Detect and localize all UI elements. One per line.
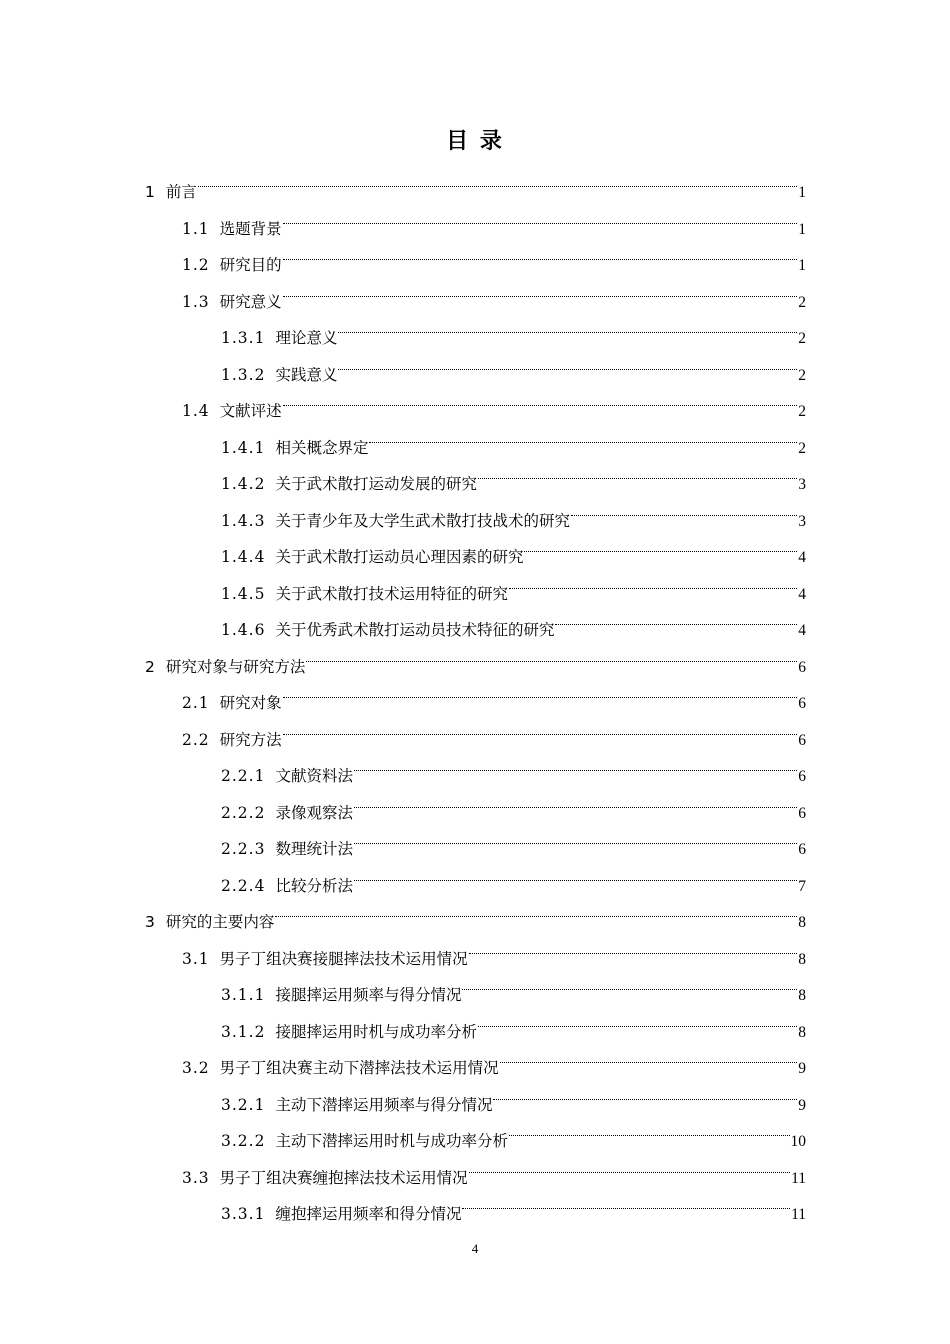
dot-leader <box>283 380 798 416</box>
toc-entry-label: 关于武术散打运动发展的研究 <box>275 475 477 493</box>
toc-entry-number: 3.1.2 <box>221 1023 266 1041</box>
toc-entry-number: 1.3.2 <box>221 366 266 384</box>
toc-entry-page: 9 <box>798 1097 806 1114</box>
toc-entry-number: 2.2.4 <box>221 877 266 895</box>
toc-entry[interactable] <box>182 271 806 311</box>
toc-entry-number: 1.1 <box>182 220 210 238</box>
toc-entry-number: 2.1 <box>182 694 210 712</box>
toc-entry-label: 数理统计法 <box>275 840 353 858</box>
toc-entry-number: 1.3 <box>182 293 210 311</box>
toc-entry-number: 2.2 <box>182 731 210 749</box>
toc-entry-number: 2 <box>145 658 156 676</box>
toc-entry[interactable] <box>182 1147 806 1187</box>
dot-leader <box>524 526 797 562</box>
toc-entry-label: 接腿摔运用时机与成功率分析 <box>275 1023 477 1041</box>
dot-leader <box>478 453 797 489</box>
toc-entry-number: 1.4.4 <box>221 548 266 566</box>
toc-entry-label: 主动下潜摔运用时机与成功率分析 <box>275 1132 508 1150</box>
toc-entry-page: 6 <box>798 695 806 712</box>
toc-entry-page: 6 <box>798 841 806 858</box>
toc-entry-number: 1.4.1 <box>221 439 266 457</box>
toc-entry-page: 3 <box>798 476 806 493</box>
toc-entry-label: 研究目的 <box>219 256 282 274</box>
dot-leader <box>354 855 797 891</box>
toc-entry-page: 8 <box>798 951 806 968</box>
toc-entry[interactable] <box>182 672 806 712</box>
dot-leader <box>283 709 798 745</box>
toc-entry[interactable] <box>145 891 806 931</box>
toc-entry-number: 3 <box>145 913 156 931</box>
toc-entry-number: 1.3.1 <box>221 329 266 347</box>
toc-entry-page: 2 <box>798 440 806 457</box>
toc-entry-label: 关于武术散打运动员心理因素的研究 <box>275 548 524 566</box>
toc-entry-page: 2 <box>798 403 806 420</box>
dot-leader <box>354 782 797 818</box>
toc-entry-label: 理论意义 <box>275 329 338 347</box>
dot-leader <box>338 307 797 343</box>
toc-entry[interactable] <box>221 344 806 384</box>
toc-entry-label: 研究的主要内容 <box>165 913 275 931</box>
dot-leader <box>555 599 797 635</box>
toc-entry-number: 1 <box>145 183 156 201</box>
toc-entry[interactable] <box>182 928 806 968</box>
toc-entry-number: 1.2 <box>182 256 210 274</box>
toc-entry-page: 9 <box>798 1060 806 1077</box>
toc-entry-label: 研究对象与研究方法 <box>165 658 306 676</box>
dot-leader <box>283 198 798 234</box>
toc-entry-page: 4 <box>798 622 806 639</box>
toc-entry[interactable] <box>221 1074 806 1114</box>
toc-entry[interactable] <box>221 490 806 530</box>
toc-entry-label: 录像观察法 <box>275 804 353 822</box>
toc-entry-page: 8 <box>798 1024 806 1041</box>
dot-leader <box>283 271 798 307</box>
toc-entry[interactable] <box>221 599 806 639</box>
toc-entry-number: 3.1.1 <box>221 986 266 1004</box>
toc-entry-page: 10 <box>790 1133 806 1150</box>
toc-entry-label: 研究意义 <box>219 293 282 311</box>
toc-entry-page: 1 <box>798 221 806 238</box>
page-number: 4 <box>471 1241 479 1256</box>
toc-entry[interactable] <box>221 1001 806 1041</box>
dot-leader <box>469 1147 790 1183</box>
toc-entry-page: 3 <box>798 513 806 530</box>
toc-entry-page: 6 <box>798 659 806 676</box>
toc-entry[interactable] <box>145 161 806 201</box>
dot-leader <box>462 964 797 1000</box>
toc-entry-page: 8 <box>798 914 806 931</box>
toc-entry-number: 3.1 <box>182 950 210 968</box>
toc-entry-number: 1.4.2 <box>221 475 266 493</box>
toc-entry-number: 3.3 <box>182 1169 210 1187</box>
toc-entry[interactable] <box>221 782 806 822</box>
toc-entry[interactable] <box>221 453 806 493</box>
dot-leader <box>338 344 797 380</box>
toc-entry-page: 4 <box>798 549 806 566</box>
toc-entry-label: 实践意义 <box>275 366 338 384</box>
toc-entry[interactable] <box>221 526 806 566</box>
dot-leader <box>500 1037 798 1073</box>
toc-entry[interactable] <box>221 563 806 603</box>
toc-entry-number: 3.2.1 <box>221 1096 266 1114</box>
toc-entry-page: 1 <box>798 257 806 274</box>
toc-title: 目 录 <box>446 129 504 154</box>
toc-entry-label: 缠抱摔运用频率和得分情况 <box>275 1205 462 1223</box>
toc-entry-label: 比较分析法 <box>275 877 353 895</box>
toc-entry-label: 研究对象 <box>219 694 282 712</box>
dot-leader <box>283 234 798 270</box>
dot-leader <box>369 417 797 453</box>
toc-entry-label: 相关概念界定 <box>275 439 369 457</box>
toc-entry-page: 8 <box>798 987 806 1004</box>
toc-entry-label: 关于优秀武术散打运动员技术特征的研究 <box>275 621 555 639</box>
toc-entry-page: 2 <box>798 330 806 347</box>
toc-entry-number: 3.2.2 <box>221 1132 266 1150</box>
toc-entry[interactable] <box>182 1037 806 1077</box>
toc-entry-number: 1.4.6 <box>221 621 266 639</box>
toc-entry[interactable] <box>221 1110 806 1150</box>
toc-entry[interactable] <box>182 380 806 420</box>
toc-entry-label: 男子丁组决赛接腿摔法技术运用情况 <box>219 950 468 968</box>
toc-entry-page: 11 <box>791 1206 806 1223</box>
toc-entry-page: 6 <box>798 768 806 785</box>
toc-entry-page: 4 <box>798 586 806 603</box>
dot-leader <box>283 672 798 708</box>
toc-entry-number: 2.2.3 <box>221 840 266 858</box>
dot-leader <box>462 1183 790 1219</box>
toc-entry-label: 男子丁组决赛主动下潜摔法技术运用情况 <box>219 1059 499 1077</box>
toc-entry-number: 3.3.1 <box>221 1205 266 1223</box>
toc-entry-number: 3.2 <box>182 1059 210 1077</box>
dot-leader <box>509 563 797 599</box>
toc-entry-page: 6 <box>798 805 806 822</box>
dot-leader <box>306 636 797 672</box>
toc-entry[interactable] <box>182 234 806 274</box>
dot-leader <box>469 928 798 964</box>
toc-entry-number: 1.4.3 <box>221 512 266 530</box>
toc-entry-label: 研究方法 <box>219 731 282 749</box>
toc-entry[interactable] <box>221 855 806 895</box>
dot-leader <box>354 745 797 781</box>
dot-leader <box>354 818 797 854</box>
toc-entry-number: 2.2.1 <box>221 767 266 785</box>
toc-entry[interactable] <box>221 1183 806 1223</box>
toc-entry-label: 文献资料法 <box>275 767 353 785</box>
toc-entry[interactable] <box>221 417 806 457</box>
dot-leader <box>198 161 797 197</box>
toc-entry-label: 选题背景 <box>219 220 282 238</box>
dot-leader <box>571 490 797 526</box>
toc-entry[interactable] <box>221 964 806 1004</box>
toc-entry-number: 2.2.2 <box>221 804 266 822</box>
toc-entry[interactable] <box>221 745 806 785</box>
toc-entry-page: 1 <box>798 184 806 201</box>
toc-entry-label: 男子丁组决赛缠抱摔法技术运用情况 <box>219 1169 468 1187</box>
toc-entry-label: 接腿摔运用频率与得分情况 <box>275 986 462 1004</box>
toc-entry-number: 1.4 <box>182 402 210 420</box>
toc-entry-label: 主动下潜摔运用频率与得分情况 <box>275 1096 493 1114</box>
toc-entry-label: 关于武术散打技术运用特征的研究 <box>275 585 508 603</box>
toc-entry-page: 11 <box>791 1170 806 1187</box>
toc-entry-label: 文献评述 <box>219 402 282 420</box>
toc-entry-label: 前言 <box>165 183 197 201</box>
dot-leader <box>478 1001 797 1037</box>
toc-entry[interactable] <box>221 818 806 858</box>
toc-entry-number: 1.4.5 <box>221 585 266 603</box>
toc-entry-page: 2 <box>798 294 806 311</box>
toc-entry-page: 6 <box>798 732 806 749</box>
toc-entry[interactable] <box>182 709 806 749</box>
toc-entry[interactable] <box>182 198 806 238</box>
dot-leader <box>509 1110 790 1146</box>
toc-entry-label: 关于青少年及大学生武术散打技战术的研究 <box>275 512 570 530</box>
toc-entry[interactable] <box>221 307 806 347</box>
toc-entry[interactable] <box>145 636 806 676</box>
dot-leader <box>275 891 797 927</box>
toc-entry-page: 7 <box>798 878 806 895</box>
dot-leader <box>493 1074 797 1110</box>
toc-entry-page: 2 <box>798 367 806 384</box>
